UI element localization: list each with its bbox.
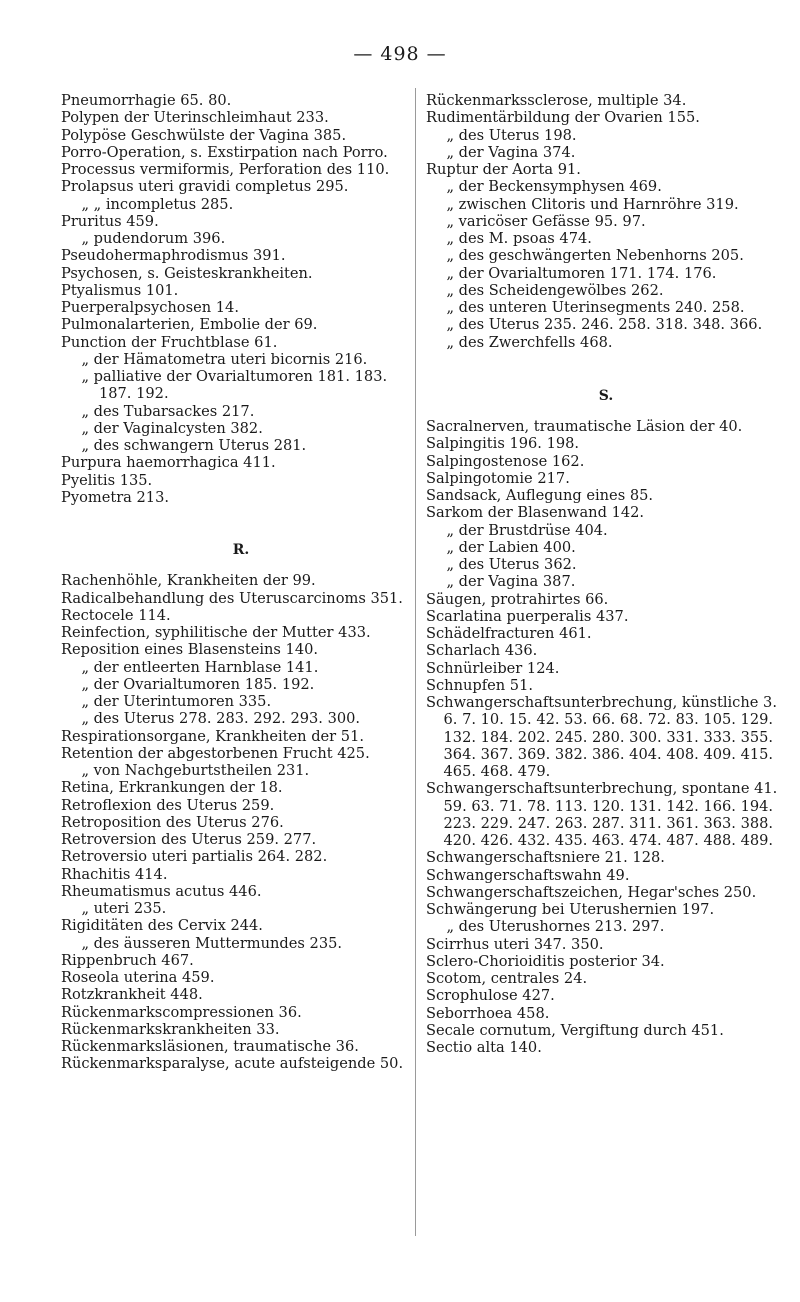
index-entry: Polypen der Uterinschleimhaut 233. [61, 109, 329, 127]
index-subentry: „ von Nachgeburtstheilen 231. [81, 762, 310, 779]
index-block-p [61, 92, 421, 506]
index-entry: Roseola uterina 459. [61, 969, 215, 986]
index-entry: Schnupfen 51. [426, 676, 533, 694]
index-entry: Respirationsorgane, Krankheiten der 51. [61, 727, 364, 745]
index-entry: Rheumatismus acutus 446. [61, 882, 262, 900]
index-entry: Retina, Erkrankungen der 18. [61, 779, 283, 797]
index-entry: Purpura haemorrhagica 411. [61, 454, 276, 472]
index-subentry: „ der Beckensymphysen 469. [446, 178, 662, 196]
index-entry: Rotzkrankheit 448. [61, 986, 203, 1004]
index-entry: Ptyalismus 101. [61, 281, 179, 299]
index-entry: Reinfection, syphilitische der Mutter 433. [61, 624, 371, 641]
index-entry: Processus vermiformis, Perforation des 110. [61, 161, 390, 178]
index-block-r [61, 572, 421, 1072]
index-entry: Rippenbruch 467. [61, 951, 194, 969]
index-entry: Sectio alta 140. [426, 1039, 542, 1056]
index-entry: Rückenmarkskrankheiten 33. [61, 1020, 280, 1038]
index-entry: Pneumorrhagie 65. 80. [61, 92, 232, 109]
index-subentry: „ der Vagina 374. [446, 143, 576, 161]
index-entry: Salpingotomie 217. [426, 469, 570, 487]
index-entry: Schwangerschaftsunterbrechung, künstliche 3. 6. 7. 10. 15. 42. 53. 66. 68. 72. 83. 105. 129. 132. 184. 202. 245. 280. 300. 331. 333. 355. 364. 367. 369. 382. 386. 404. 408. 409. 415. 465. 468. 479. [426, 694, 782, 780]
index-entry: Retroflexion des Uterus 259. [61, 796, 275, 814]
index-subentry: „ der Uterintumoren 335. [81, 693, 272, 710]
index-subentry: „ der Vagina 387. [446, 573, 576, 591]
index-subentry: „ des schwangern Uterus 281. [81, 437, 307, 454]
index-entry: Pyometra 213. [61, 488, 169, 506]
index-subentry: „ varicöser Gefässe 95. 97. [446, 212, 646, 230]
index-entry: Scarlatina puerperalis 437. [426, 607, 629, 625]
index-subentry: „ des geschwängerten Nebenhorns 205. [446, 247, 744, 265]
index-entry: Schnürleiber 124. [426, 659, 560, 677]
index-entry: Sclero-Chorioiditis posterior 34. [426, 952, 665, 970]
index-entry: Schwangerschaftsniere 21. 128. [426, 849, 665, 867]
index-entry: Retention der abgestorbenen Frucht 425. [61, 744, 370, 762]
index-entry: Secale cornutum, Vergiftung durch 451. [426, 1021, 724, 1039]
index-subentry: „ pudendorum 396. [81, 230, 226, 247]
index-subentry: „ des M. psoas 474. [446, 230, 592, 247]
index-entry: Salpingostenose 162. [426, 452, 585, 470]
index-entry: Schwangerschaftswahn 49. [426, 866, 630, 884]
index-entry: Rhachitis 414. [61, 865, 168, 883]
index-subentry: „ des Zwerchfells 468. [446, 333, 613, 351]
index-entry: Psychosen, s. Geisteskrankheiten. [61, 264, 313, 282]
index-entry: Seborrhoea 458. [426, 1004, 550, 1022]
column-divider [415, 88, 416, 1236]
index-entry: Scotom, centrales 24. [426, 970, 588, 987]
index-subentry: „ des Uterus 235. 246. 258. 318. 348. 366. [446, 316, 763, 334]
index-subentry: „ der Ovarialtumoren 171. 174. 176. [446, 264, 717, 282]
index-subentry: „ des äusseren Muttermundes 235. [81, 934, 343, 952]
index-subentry: „ des Tubarsackes 217. [81, 402, 255, 420]
index-entry: Sacralnerven, traumatische Läsion der 40. [426, 418, 743, 435]
index-entry: Retroversion des Uterus 259. 277. [61, 831, 317, 848]
index-entry: Sarkom der Blasenwand 142. [426, 504, 645, 522]
index-entry: Schwangerschaftszeichen, Hegar'sches 250. [426, 883, 757, 901]
index-entry: Pruritus 459. [61, 212, 159, 230]
section-heading-s: S. [598, 387, 614, 404]
index-entry: Reposition eines Blasensteins 140. [61, 641, 319, 659]
index-entry: Radicalbehandlung des Uteruscarcinoms 351. [61, 589, 403, 607]
index-subentry: „ palliative der Ovarialtumoren 181. 183. 187. 192. [81, 368, 392, 403]
index-subentry: „ „ incompletus 285. [81, 195, 234, 213]
index-entry: Retroversio uteri partialis 264. 282. [61, 848, 328, 866]
index-entry: Rigiditäten des Cervix 244. [61, 917, 263, 935]
index-entry: Polypöse Geschwülste der Vagina 385. [61, 126, 347, 144]
index-entry: Schwängerung bei Uterushernien 197. [426, 901, 715, 918]
index-subentry: „ der Ovarialtumoren 185. 192. [81, 675, 315, 693]
index-subentry: „ der Hämatometra uteri bicornis 216. [81, 350, 368, 368]
index-subentry: „ der Brustdrüse 404. [446, 521, 608, 539]
index-entry: Retroposition des Uterus 276. [61, 813, 284, 831]
index-entry: Punction der Fruchtblase 61. [61, 333, 278, 351]
index-subentry: „ des Uterus 362. [446, 556, 577, 573]
index-subentry: „ des Uterus 278. 283. 292. 293. 300. [81, 710, 361, 728]
index-subentry: „ des Scheidengewölbes 262. [446, 281, 664, 299]
index-entry: Rectocele 114. [61, 606, 171, 624]
index-subentry: „ des unteren Uterinsegments 240. 258. [446, 299, 745, 316]
index-entry: Scirrhus uteri 347. 350. [426, 935, 604, 953]
index-entry: Puerperalpsychosen 14. [61, 299, 239, 316]
index-entry: Rückenmarksparalyse, acute aufsteigende 50. [61, 1055, 404, 1073]
index-entry: Pseudohermaphrodismus 391. [61, 247, 286, 265]
index-block-s [426, 418, 786, 1056]
index-entry: Säugen, protrahirtes 66. [426, 590, 609, 608]
index-subentry: „ der Vaginalcysten 382. [81, 419, 263, 437]
index-entry: Scrophulose 427. [426, 987, 555, 1005]
index-entry: Rudimentärbildung der Ovarien 155. [426, 109, 700, 127]
index-subentry: „ uteri 235. [81, 900, 167, 917]
index-entry: Prolapsus uteri gravidi completus 295. [61, 178, 349, 196]
page-number: — 498 — [353, 43, 447, 65]
index-entry: Schwangerschaftsunterbrechung, spontane 41. 59. 63. 71. 78. 113. 120. 131. 142. 166. 194. 223. 229. 247. 263. 287. 311. 361. 363. 388. 420. 426. 432. 435. 463. 474. 487. 488. 489. [426, 780, 782, 849]
index-entry: Porro-Operation, s. Exstirpation nach Porro. [61, 143, 388, 161]
index-entry: Rachenhöhle, Krankheiten der 99. [61, 572, 316, 590]
index-column-right [426, 92, 786, 1056]
index-subentry: „ der entleerten Harnblase 141. [81, 658, 319, 676]
index-entry: Sandsack, Auflegung eines 85. [426, 487, 654, 504]
index-entry: Salpingitis 196. 198. [426, 435, 580, 453]
index-subentry: „ der Labien 400. [446, 538, 576, 556]
index-block-r-continued [426, 92, 786, 351]
index-entry: Pulmonalarterien, Embolie der 69. [61, 316, 318, 334]
index-column-left [61, 92, 421, 1073]
index-entry: Rückenmarkssclerose, multiple 34. [426, 92, 687, 109]
index-entry: Ruptur der Aorta 91. [426, 161, 581, 178]
index-entry: Schädelfracturen 461. [426, 625, 592, 642]
index-entry: Scharlach 436. [426, 642, 538, 660]
index-subentry: „ zwischen Clitoris und Harnröhre 319. [446, 195, 739, 213]
index-entry: Rückenmarkscompressionen 36. [61, 1003, 302, 1021]
index-entry: Rückenmarksläsionen, traumatische 36. [61, 1038, 359, 1055]
index-subentry: „ des Uterus 198. [446, 126, 577, 144]
section-heading-r: R. [232, 542, 250, 558]
index-entry: Pyelitis 135. [61, 471, 153, 489]
index-subentry: „ des Uterushornes 213. 297. [446, 918, 665, 936]
